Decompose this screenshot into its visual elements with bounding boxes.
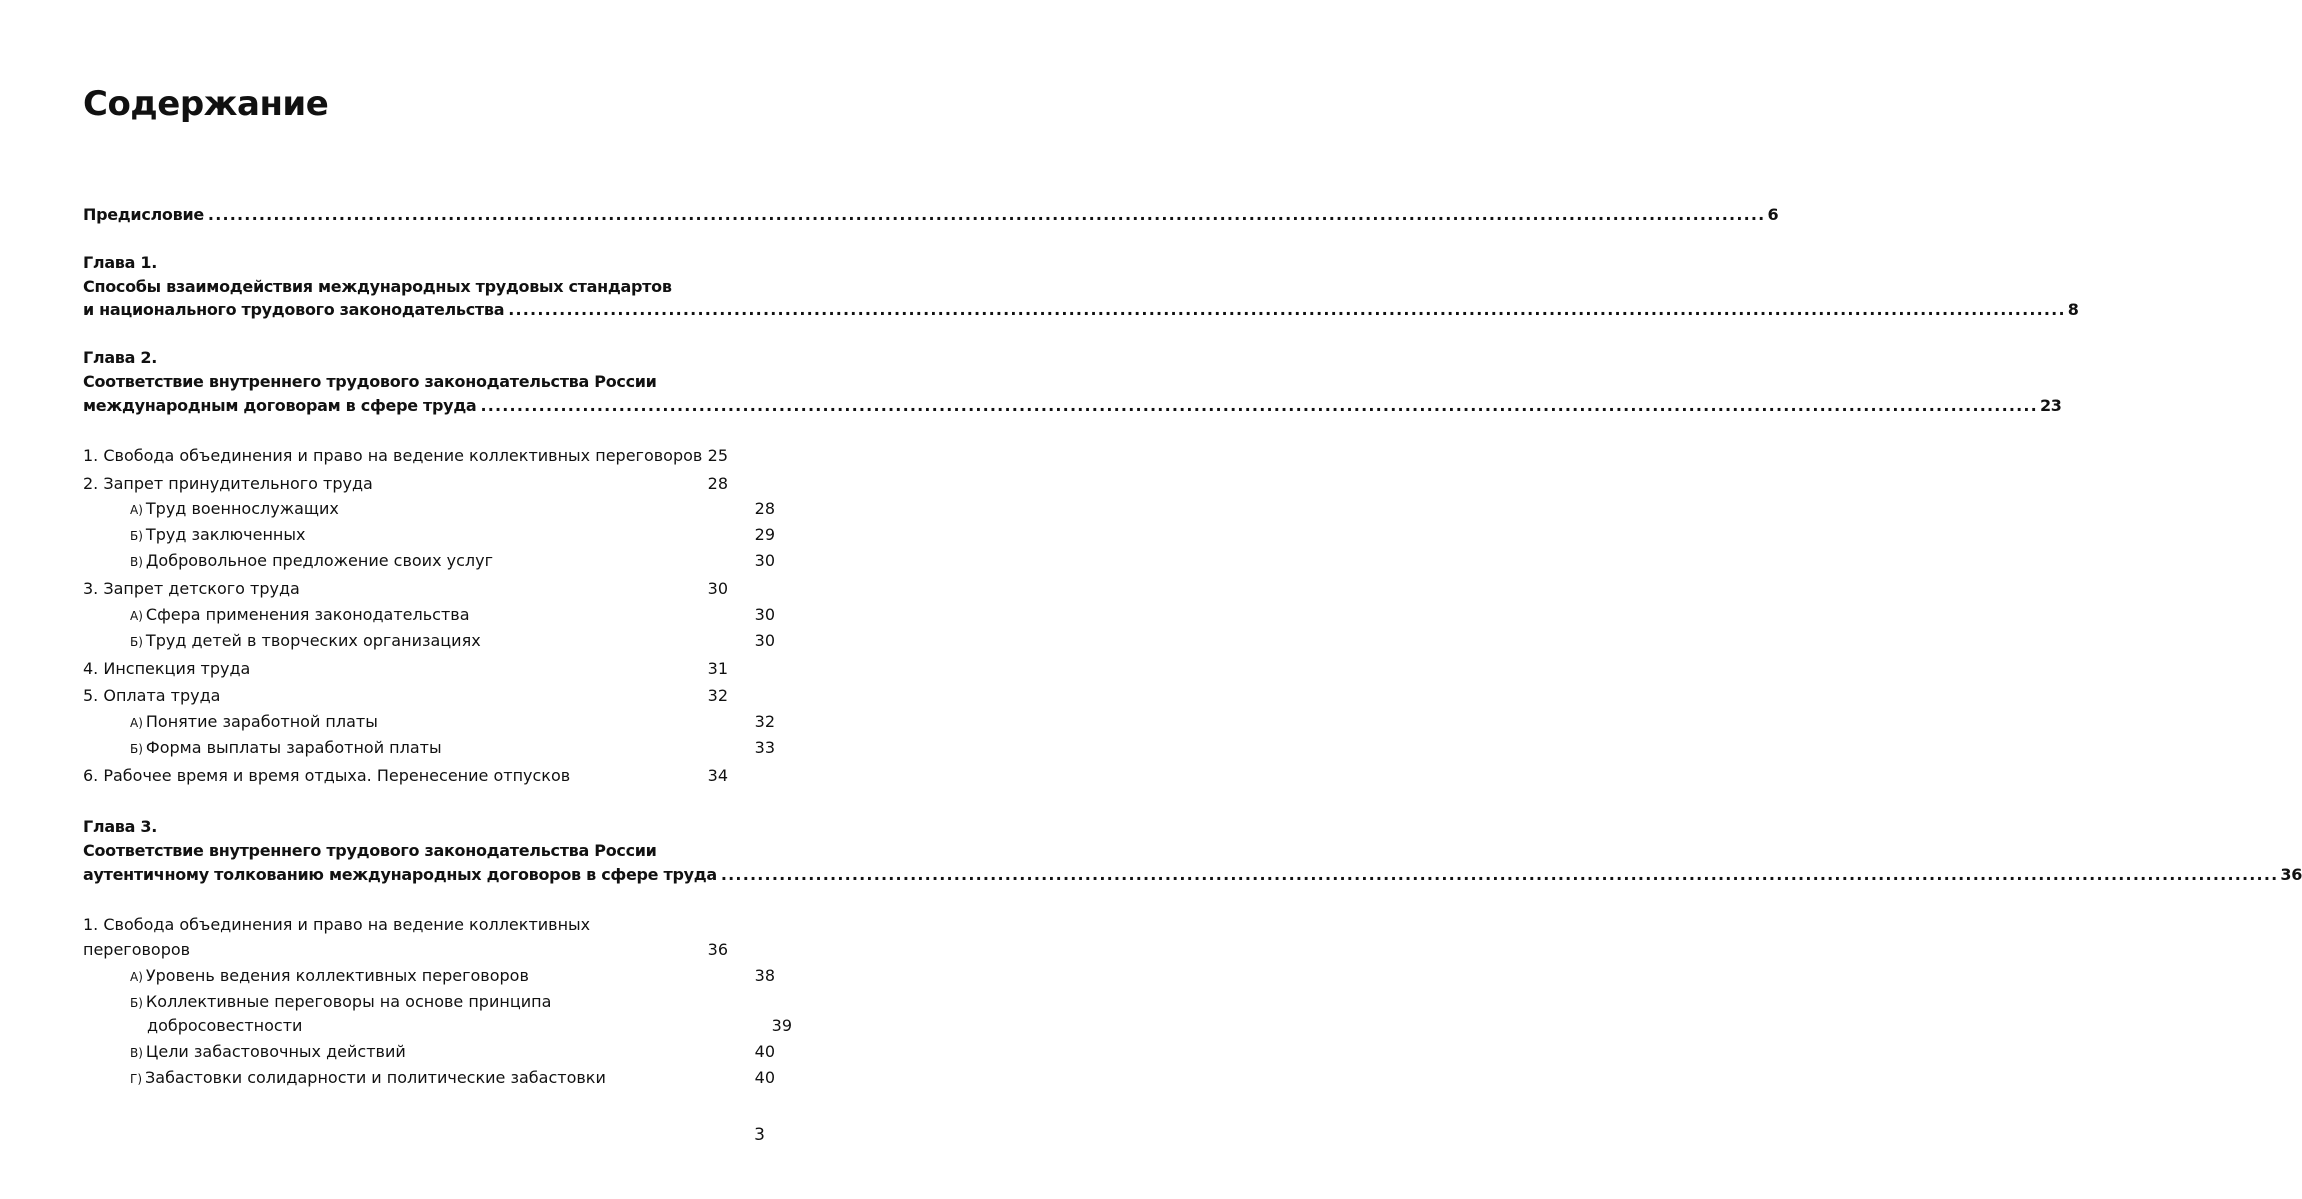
toc-item-page: 30 bbox=[707, 579, 728, 598]
toc-leader-dots bbox=[480, 395, 2038, 417]
toc-subitem[interactable] bbox=[83, 550, 775, 573]
chapter-title-text: аутентичному толкованию международных договоров в сфере труда bbox=[83, 865, 717, 884]
toc-subitem[interactable] bbox=[83, 604, 775, 627]
toc-subitem[interactable] bbox=[83, 965, 775, 988]
chapter-title-text: международным договорам в сфере труда bbox=[83, 396, 477, 415]
toc-item-page: 34 bbox=[707, 766, 728, 785]
toc-subitem-marker: Г) bbox=[130, 1072, 142, 1086]
toc-entry-page: 23 bbox=[2039, 396, 2062, 415]
chapter-title-text: Способы взаимодействия международных трудовых стандартов bbox=[83, 277, 672, 296]
toc-item-page: 30 bbox=[754, 631, 775, 650]
toc-subitem-continuation[interactable] bbox=[83, 1015, 792, 1037]
chapter-1-title-line2[interactable] bbox=[83, 299, 2079, 321]
toc-item[interactable] bbox=[83, 765, 728, 787]
toc-item-label: Сфера применения законодательства bbox=[145, 605, 470, 624]
toc-subitem-marker: А) bbox=[130, 716, 143, 730]
toc-item[interactable] bbox=[83, 658, 728, 680]
toc-subitem-marker: В) bbox=[130, 1046, 143, 1060]
toc-item-label: Забастовки солидарности и политические забастовки bbox=[145, 1068, 606, 1087]
toc-subitem-marker: Б) bbox=[130, 742, 143, 756]
toc-leader-dots bbox=[208, 204, 1766, 226]
toc-item[interactable] bbox=[83, 578, 728, 600]
toc-item-label: Форма выплаты заработной платы bbox=[145, 738, 442, 757]
toc-entry-page: 36 bbox=[2280, 865, 2302, 884]
toc-entry-preface[interactable] bbox=[83, 204, 1779, 226]
toc-item-page: 29 bbox=[754, 525, 775, 544]
toc-entry-label: Предисловие bbox=[83, 205, 204, 224]
toc-item-page: 33 bbox=[754, 738, 775, 757]
toc-item-label: 1. Свобода объединения и право на ведение коллективных переговоров bbox=[83, 446, 703, 465]
chapter-1-heading bbox=[83, 252, 728, 274]
toc-subitem[interactable] bbox=[83, 991, 775, 1014]
toc-subitem[interactable] bbox=[83, 1041, 775, 1064]
toc-item-page: 25 bbox=[707, 446, 728, 465]
toc-item-label: добросовестности bbox=[147, 1016, 303, 1035]
toc-subitem-marker: Б) bbox=[130, 635, 143, 649]
chapter-2-heading bbox=[83, 347, 728, 369]
toc-subitem[interactable] bbox=[83, 630, 775, 653]
toc-item-page: 32 bbox=[707, 686, 728, 705]
chapter-2-title-line1[interactable] bbox=[83, 371, 728, 393]
toc-subitem[interactable] bbox=[83, 737, 775, 760]
chapter-3-title-line1[interactable] bbox=[83, 840, 728, 862]
toc-subitem-marker: А) bbox=[130, 503, 143, 517]
toc-item-label: Добровольное предложение своих услуг bbox=[145, 551, 493, 570]
toc-subitem-marker: А) bbox=[130, 970, 143, 984]
toc-item-page: 28 bbox=[754, 499, 775, 518]
toc-leader-dots bbox=[508, 299, 2066, 321]
toc-item[interactable] bbox=[83, 473, 728, 495]
toc-item-label: Понятие заработной платы bbox=[145, 712, 378, 731]
toc-subitem-marker: А) bbox=[130, 609, 143, 623]
chapter-label: Глава 3. bbox=[83, 817, 158, 836]
toc-item-label: Труд заключенных bbox=[145, 525, 306, 544]
toc-item-label: Труд военнослужащих bbox=[145, 499, 339, 518]
toc-subitem-marker: Б) bbox=[130, 996, 143, 1010]
toc-subitem[interactable] bbox=[83, 711, 775, 734]
page-number: 3 bbox=[754, 1125, 765, 1145]
chapter-label: Глава 2. bbox=[83, 348, 158, 367]
toc-item-page: 28 bbox=[707, 474, 728, 493]
toc-item-page: 30 bbox=[754, 551, 775, 570]
toc-item-label: 3. Запрет детского труда bbox=[83, 579, 300, 598]
toc-item-page: 36 bbox=[707, 940, 728, 959]
toc-item-page: 40 bbox=[754, 1068, 775, 1087]
toc-item-label: 1. Свобода объединения и право на ведение коллективных bbox=[83, 915, 591, 934]
toc-item-label: Уровень ведения коллективных переговоров bbox=[145, 966, 529, 985]
page-title: Содержание bbox=[83, 84, 329, 124]
toc-subitem[interactable] bbox=[83, 498, 775, 521]
toc-item-label: 2. Запрет принудительного труда bbox=[83, 474, 373, 493]
toc-item[interactable] bbox=[83, 914, 728, 936]
toc-item-continuation[interactable] bbox=[83, 939, 728, 961]
toc-leader-dots bbox=[721, 864, 2279, 886]
toc-subitem[interactable] bbox=[83, 524, 775, 547]
toc-item-label: 4. Инспекция труда bbox=[83, 659, 251, 678]
chapter-3-title-line2[interactable] bbox=[83, 864, 2302, 886]
toc-item-label: Цели забастовочных действий bbox=[145, 1042, 406, 1061]
chapter-title-text: и национального трудового законодательства bbox=[83, 300, 505, 319]
chapter-2-title-line2[interactable] bbox=[83, 395, 2062, 417]
toc-item-page: 40 bbox=[754, 1042, 775, 1061]
toc-subitem-marker: В) bbox=[130, 555, 143, 569]
toc-entry-page: 8 bbox=[2067, 300, 2079, 319]
chapter-1-title-line1[interactable] bbox=[83, 276, 728, 298]
toc-item-label: Коллективные переговоры на основе принципа bbox=[145, 992, 552, 1011]
toc-item-label: 5. Оплата труда bbox=[83, 686, 221, 705]
toc-item[interactable] bbox=[83, 685, 728, 707]
toc-entry-page: 6 bbox=[1767, 205, 1779, 224]
toc-item-label: Труд детей в творческих организациях bbox=[145, 631, 481, 650]
toc-subitem-marker: Б) bbox=[130, 529, 143, 543]
chapter-label: Глава 1. bbox=[83, 253, 158, 272]
toc-item-page: 31 bbox=[707, 659, 728, 678]
toc-subitem[interactable] bbox=[83, 1067, 775, 1090]
toc-item-page: 30 bbox=[754, 605, 775, 624]
toc-item-page: 39 bbox=[771, 1016, 792, 1035]
chapter-title-text: Соответствие внутреннего трудового законодательства России bbox=[83, 841, 657, 860]
toc-item-page: 38 bbox=[754, 966, 775, 985]
toc-item[interactable] bbox=[83, 445, 728, 467]
toc-item-label: переговоров bbox=[83, 940, 191, 959]
chapter-title-text: Соответствие внутреннего трудового законодательства России bbox=[83, 372, 657, 391]
toc-item-page: 32 bbox=[754, 712, 775, 731]
toc-item-label: 6. Рабочее время и время отдыха. Перенесение отпусков bbox=[83, 766, 571, 785]
chapter-3-heading bbox=[83, 816, 728, 838]
